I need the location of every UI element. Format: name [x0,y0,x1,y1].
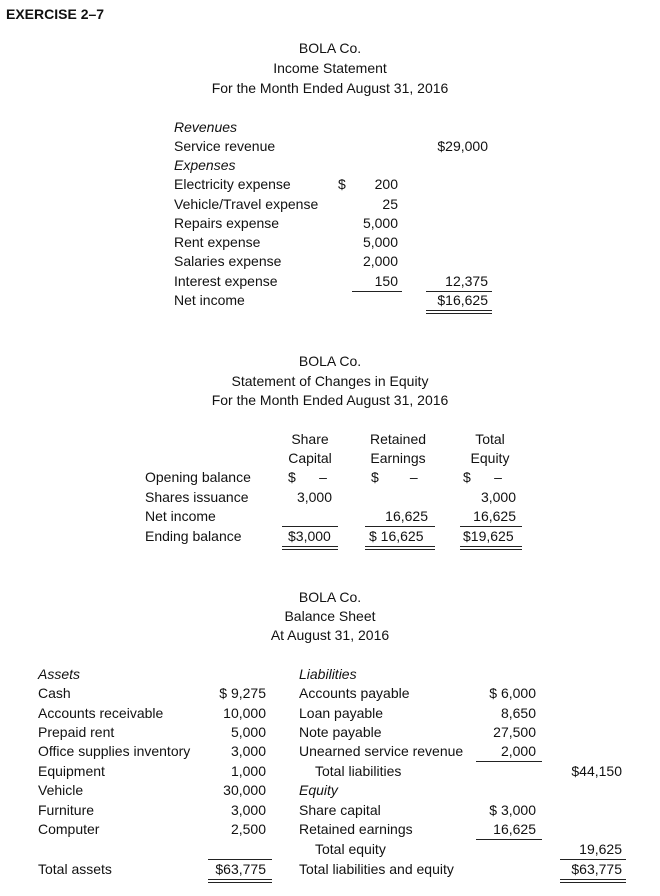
eq-col-header: Capital [288,450,332,466]
eq-col-header: Total [475,431,505,447]
asset-label: Equipment [38,763,105,779]
bs-total-liabilities-amount: $44,150 [571,763,622,779]
bs-equity-heading: Equity [299,782,338,798]
eq-cell: 16,625 [473,508,516,524]
asset-label: Furniture [38,802,95,818]
eq-cell: $ – [288,469,327,485]
asset-amount: 2,500 [230,821,266,837]
expense-label: Rent expense [174,234,261,250]
eq-cell: $ – [463,469,502,485]
expense-amount: 150 [374,273,398,289]
is-period: For the Month Ended August 31, 2016 [211,80,449,96]
expense-label: Salaries expense [174,253,282,269]
liability-label: Accounts payable [299,685,410,701]
eq-cell: $ 16,625 [369,528,424,544]
eq-underline [460,526,522,527]
is-service-revenue-amount: $29,000 [437,138,488,154]
liability-amount: 2,000 [500,743,536,759]
expense-amount: 200 [374,176,398,192]
exercise-title: EXERCISE 2–7 [6,6,105,22]
expense-amount: 5,000 [362,215,398,231]
bs-total-assets-label: Total assets [38,861,112,877]
bs-total-assets-underline [208,859,272,860]
expense-currency: $ [338,176,346,192]
eq-cell: 3,000 [296,489,332,505]
eq-row-label: Shares issuance [145,489,249,505]
bs-assets-heading: Assets [38,666,81,682]
equity-label: Share capital [299,802,381,818]
bs-total-liab-equity-double-underline [560,879,626,883]
eq-cell: $19,625 [463,528,514,544]
is-company: BOLA Co. [298,40,362,56]
eq-title: Statement of Changes in Equity [231,373,429,389]
eq-col-header: Earnings [370,450,426,466]
asset-amount: 1,000 [230,763,266,779]
bs-liabilities-underline [476,761,542,762]
eq-cell: $ – [371,469,418,485]
eq-double-underline [365,546,435,550]
eq-col-header: Equity [470,450,510,466]
is-expenses-heading: Expenses [174,157,236,173]
eq-cell: 16,625 [385,508,428,524]
eq-underline [282,526,338,527]
eq-cell: $3,000 [288,528,331,544]
equity-amount: $ 3,000 [489,802,536,818]
bs-company: BOLA Co. [298,589,362,605]
asset-label: Vehicle [38,782,84,798]
is-net-income-amount: $16,625 [437,292,488,308]
asset-amount: $ 9,275 [219,685,266,701]
asset-label: Accounts receivable [38,705,164,721]
eq-col-header: Share [291,431,329,447]
liability-label: Loan payable [299,705,384,721]
asset-label: Cash [38,685,71,701]
is-service-revenue-label: Service revenue [174,138,276,154]
asset-amount: 10,000 [223,705,266,721]
eq-cell: 3,000 [480,489,516,505]
expense-label: Vehicle/Travel expense [174,196,319,212]
bs-total-assets-amount: $63,775 [215,861,266,877]
is-expense-underline [352,291,402,292]
bs-equity-underline [476,839,542,840]
liability-amount: $ 6,000 [489,685,536,701]
bs-title: Balance Sheet [284,608,376,624]
liability-label: Unearned service revenue [299,743,464,759]
asset-amount: 30,000 [223,782,266,798]
eq-double-underline [460,546,522,550]
eq-company: BOLA Co. [298,353,362,369]
liability-amount: 27,500 [493,724,536,740]
expense-amount: 5,000 [362,234,398,250]
eq-col-header: Retained [369,431,427,447]
eq-underline [365,526,435,527]
asset-label: Computer [38,821,100,837]
eq-row-label: Net income [145,508,216,524]
bs-liabilities-heading: Liabilities [299,666,357,682]
asset-label: Prepaid rent [38,724,115,740]
bs-total-liabilities-label: Total liabilities [315,763,402,779]
expense-label: Interest expense [174,273,278,289]
is-net-income-label: Net income [174,292,245,308]
eq-period: For the Month Ended August 31, 2016 [211,392,449,408]
equity-amount: 16,625 [493,821,536,837]
expense-label: Repairs expense [174,215,280,231]
liability-amount: 8,650 [500,705,536,721]
asset-amount: 5,000 [230,724,266,740]
is-title: Income Statement [273,60,387,76]
eq-double-underline [282,546,338,550]
asset-label: Office supplies inventory [38,743,191,759]
liability-label: Note payable [299,724,382,740]
bs-total-equity-underline [560,859,626,860]
eq-row-label: Opening balance [145,469,251,485]
bs-total-liab-equity-amount: $63,775 [571,861,622,877]
bs-period: At August 31, 2016 [270,627,390,643]
eq-row-label: Ending balance [145,528,242,544]
asset-amount: 3,000 [230,802,266,818]
is-net-income-double-underline [426,310,492,314]
bs-total-equity-label: Total equity [315,841,386,857]
expense-label: Electricity expense [174,176,291,192]
bs-total-assets-double-underline [208,879,272,883]
equity-label: Retained earnings [299,821,413,837]
expense-amount: 2,000 [362,253,398,269]
expense-amount: 25 [382,196,398,212]
asset-amount: 3,000 [230,743,266,759]
bs-total-equity-amount: 19,625 [579,841,622,857]
is-revenues-heading: Revenues [174,119,238,135]
is-total-expenses: 12,375 [445,273,488,289]
bs-total-liab-equity-label: Total liabilities and equity [299,861,454,877]
